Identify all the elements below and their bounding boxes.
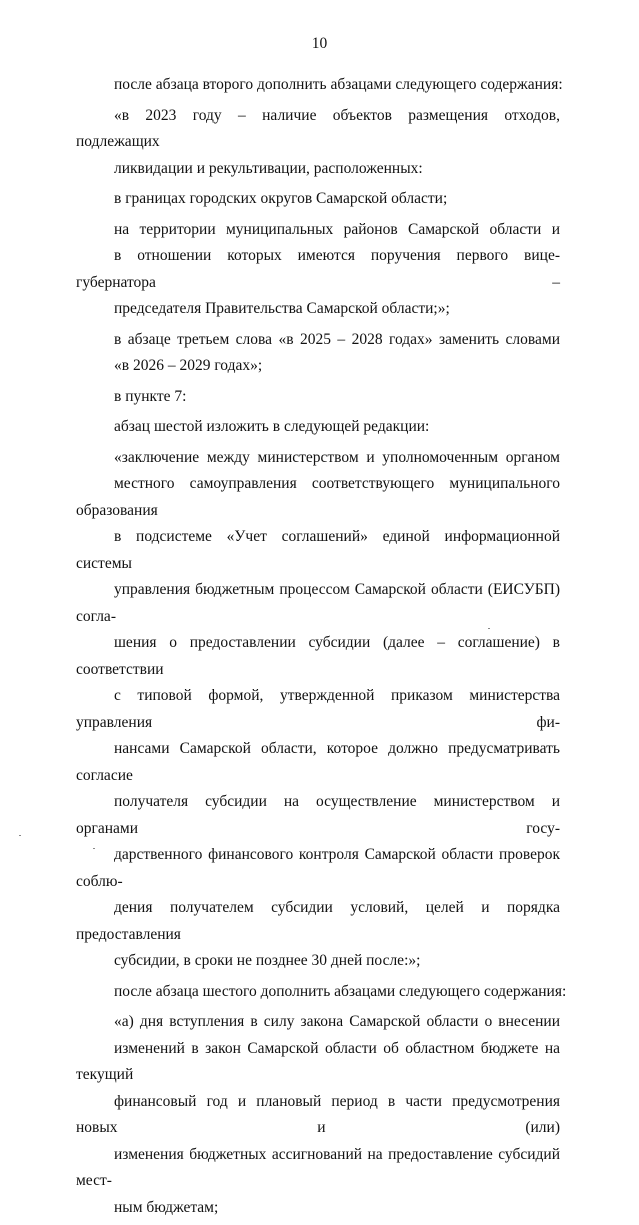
scan-speck [93, 848, 95, 849]
text-line: «в 2026 – 2029 годах»; [114, 357, 263, 374]
text-line: дения получателем субсидии условий, целей и порядка предоставления [76, 899, 560, 943]
text-line: в абзаце третьем слова «в 2025 – 2028 годах» заменить словами [114, 330, 560, 348]
text-line: председателя Правительства Самарской области;»; [114, 300, 450, 317]
text-line: изменений в закон Самарской области об областном бюджете на текущий [76, 1039, 560, 1083]
document-body [76, 72, 567, 1225]
text-line: «в 2023 году – наличие объектов размещения отходов, подлежащих [76, 106, 560, 150]
paragraph [76, 414, 560, 441]
paragraph [76, 384, 560, 411]
text-line: с типовой формой, утвержденной приказом министерства управления фи- [76, 687, 560, 731]
paragraph [76, 327, 560, 380]
text-line: дарственного финансового контроля Самарской области проверок соблю- [76, 846, 560, 890]
text-line: финансовый год и плановый период в части предусмотрения новых и (или) [76, 1092, 560, 1136]
paragraph [76, 217, 560, 323]
text-line: после абзаца второго дополнить абзацами следующего содержания: [114, 76, 563, 93]
text-line: в пункте 7: [114, 387, 187, 405]
text-line: управления бюджетным процессом Самарской области (ЕИСУБП) согла- [76, 581, 560, 625]
page-number: 10 [311, 35, 328, 52]
paragraph [76, 72, 563, 99]
text-line: нансами Самарской области, которое должно предусматривать согласие [76, 740, 560, 784]
text-line: «а) дня вступления в силу закона Самарской области о внесении [114, 1013, 560, 1030]
text-line: субсидии, в сроки не позднее 30 дней после:»; [114, 952, 421, 969]
paragraph [76, 1009, 560, 1221]
text-line: ным бюджетам; [114, 1198, 219, 1216]
text-line: «заключение между министерством и уполномоченным органом [114, 448, 560, 466]
text-line: на территории муниципальных районов Самарской области и [114, 220, 560, 238]
paragraph [76, 186, 560, 213]
text-line: получателя субсидии на осуществление министерством и органами госу- [76, 793, 560, 837]
scan-speck [488, 628, 490, 629]
text-line: в границах городских округов Самарской области; [114, 190, 448, 207]
text-line: изменения бюджетных ассигнований на предоставление субсидий мест- [76, 1145, 560, 1189]
text-line: шения о предоставлении субсидии (далее – соглашение) в соответствии [76, 634, 560, 678]
paragraph [76, 445, 560, 975]
text-line: ликвидации и рекультивации, расположенных: [114, 159, 423, 177]
text-line: в подсистеме «Учет соглашений» единой информационной системы [76, 528, 560, 572]
paragraph [76, 103, 560, 183]
scan-speck [19, 835, 21, 836]
text-line: после абзаца шестого дополнить абзацами следующего содержания: [114, 982, 567, 1000]
text-line: местного самоуправления соответствующего муниципального образования [76, 475, 560, 519]
paragraph [76, 979, 567, 1006]
text-line: абзац шестой изложить в следующей редакции: [114, 418, 430, 435]
text-line: в отношении которых имеются поручения первого вице-губернатора – [76, 247, 560, 291]
